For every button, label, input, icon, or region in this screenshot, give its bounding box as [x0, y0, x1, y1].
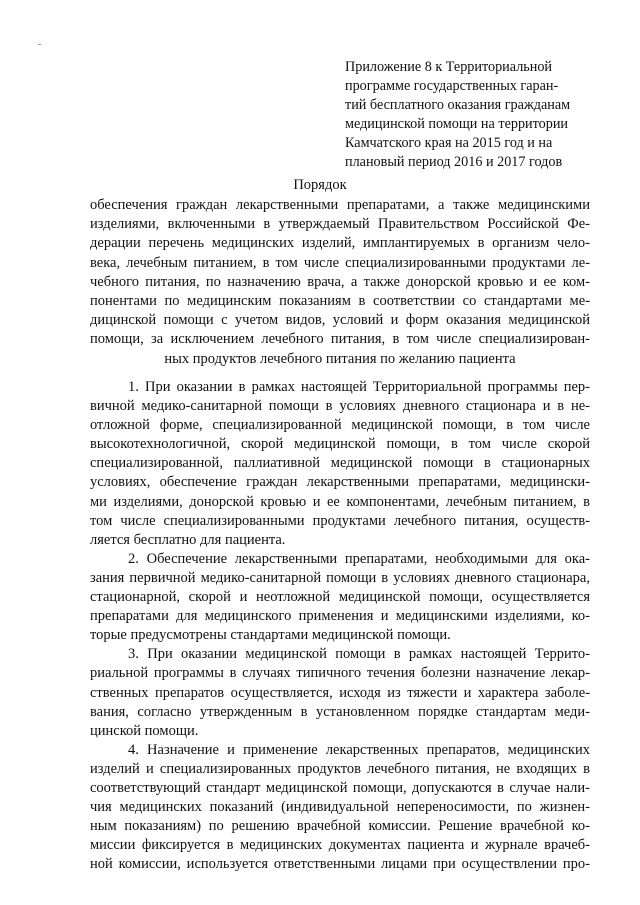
subtitle-line: дицинской помощи с учетом видов, условий и форм оказания медицинской	[90, 312, 590, 329]
paragraph-line: вания, согласно утвержденным в установленном порядке стандартам меди-	[90, 703, 590, 720]
paragraph-line: отложной форме, специализированной медицинской помощи, в том числе	[90, 417, 590, 434]
paragraph-2	[90, 550, 590, 645]
appendix-line: Камчатского края на 2015 год и на	[345, 135, 553, 151]
scan-mark	[38, 44, 41, 45]
paragraph-line: 1. При оказании в рамках настоящей Территориальной программы пер-	[128, 379, 590, 395]
document-title: Порядок	[293, 177, 347, 193]
paragraph-line: стационарной, скорой и неотложной медицинской помощи, осуществляется	[90, 589, 590, 606]
appendix-line: программе государственных гаран-	[345, 78, 559, 94]
paragraph-line: вичной медико-санитарной помощи в условиях дневного стационара и в не-	[90, 398, 590, 415]
appendix-line: Приложение 8 к Территориальной	[345, 59, 553, 75]
paragraph-line: миссии фиксируется в медицинских документах пациента и журнале врачеб-	[90, 837, 590, 854]
paragraph-line: том числе специализированными продуктами лечебного питания, осуществ-	[90, 512, 590, 529]
paragraph-line: препаратами для медицинского применения и медицинскими изделиями, ко-	[90, 608, 590, 625]
paragraph-line: 4. Назначение и применение лекарственных препаратов, медицинских	[128, 741, 590, 758]
paragraph-3	[90, 645, 590, 740]
appendix-line: плановый период 2016 и 2017 годов	[345, 154, 563, 170]
paragraph-line: условиях, обеспечение граждан лекарственными препаратами, медицински-	[90, 474, 590, 491]
paragraph-1	[90, 378, 590, 550]
appendix-line: медицинской помощи на территории	[345, 116, 569, 132]
appendix-line: тий бесплатного оказания гражданам	[345, 97, 571, 113]
document-subtitle	[90, 196, 590, 369]
paragraph-line: ной комиссии, используется ответственными лицами при осуществлении про-	[90, 856, 590, 873]
subtitle-line: века, лечебным питанием, в том числе специализированными продуктами ле-	[90, 254, 590, 271]
subtitle-line: помощи, за исключением лечебного питания, в том числе специализирован-	[90, 331, 590, 348]
paragraph-line: изделий и специализированных продуктов лечебного питания, не входящих в	[90, 760, 590, 777]
paragraph-line: ственных препаратов осуществляется, исходя из тяжести и характера заболе-	[90, 684, 590, 701]
appendix-header	[345, 58, 615, 172]
paragraph-line: ным показаниям) по решению врачебной комиссии. Решение врачебной ко-	[90, 818, 590, 835]
paragraph-line: соответствующий стандарт медицинской помощи, допускаются в случае нали-	[90, 779, 590, 796]
paragraph-line: 3. При оказании медицинской помощи в рамках настоящей Террито-	[128, 646, 590, 663]
subtitle-line: обеспечения граждан лекарственными препаратами, а также медицинскими	[90, 197, 590, 213]
paragraph-line: торые предусмотрены стандартами медицинской помощи.	[90, 627, 451, 644]
paragraph-line: высокотехнологичной, скорой медицинской помощи, в том числе скорой	[90, 436, 590, 453]
paragraph-line: 2. Обеспечение лекарственными препаратами, необходимыми для ока-	[128, 550, 590, 567]
paragraph-line: зания первичной медико-санитарной помощи в условиях дневного стационара,	[90, 569, 590, 586]
document-body	[90, 378, 590, 874]
paragraph-line: специализированной, паллиативной медицинской помощи в стационарных	[90, 455, 590, 472]
subtitle-line: чебного питания, по назначению врача, а также донорской кровью и ее ком-	[90, 273, 590, 290]
subtitle-line: ных продуктов лечебного питания по желанию пациента	[164, 350, 516, 367]
subtitle-line: понентами по медицинским показаниям в соответствии со стандартами ме-	[90, 293, 590, 310]
paragraph-line: цинской помощи.	[90, 722, 199, 739]
subtitle-line: изделиями, включенными в утверждаемый Правительством Российской Фе-	[90, 216, 590, 233]
subtitle-line: дерации перечень медицинских изделий, имплантируемых в организм чело-	[90, 235, 590, 252]
paragraph-line: чия медицинских показаний (индивидуальной непереносимости, по жизнен-	[90, 799, 590, 816]
paragraph-4	[90, 741, 590, 875]
paragraph-line: ляется бесплатно для пациента.	[90, 531, 286, 548]
paragraph-line: риальной программы в случаях типичного течения болезни назначение лекар-	[90, 665, 590, 682]
paragraph-line: ми изделиями, донорской кровью и ее компонентами, лечебным питанием, в	[90, 493, 590, 510]
